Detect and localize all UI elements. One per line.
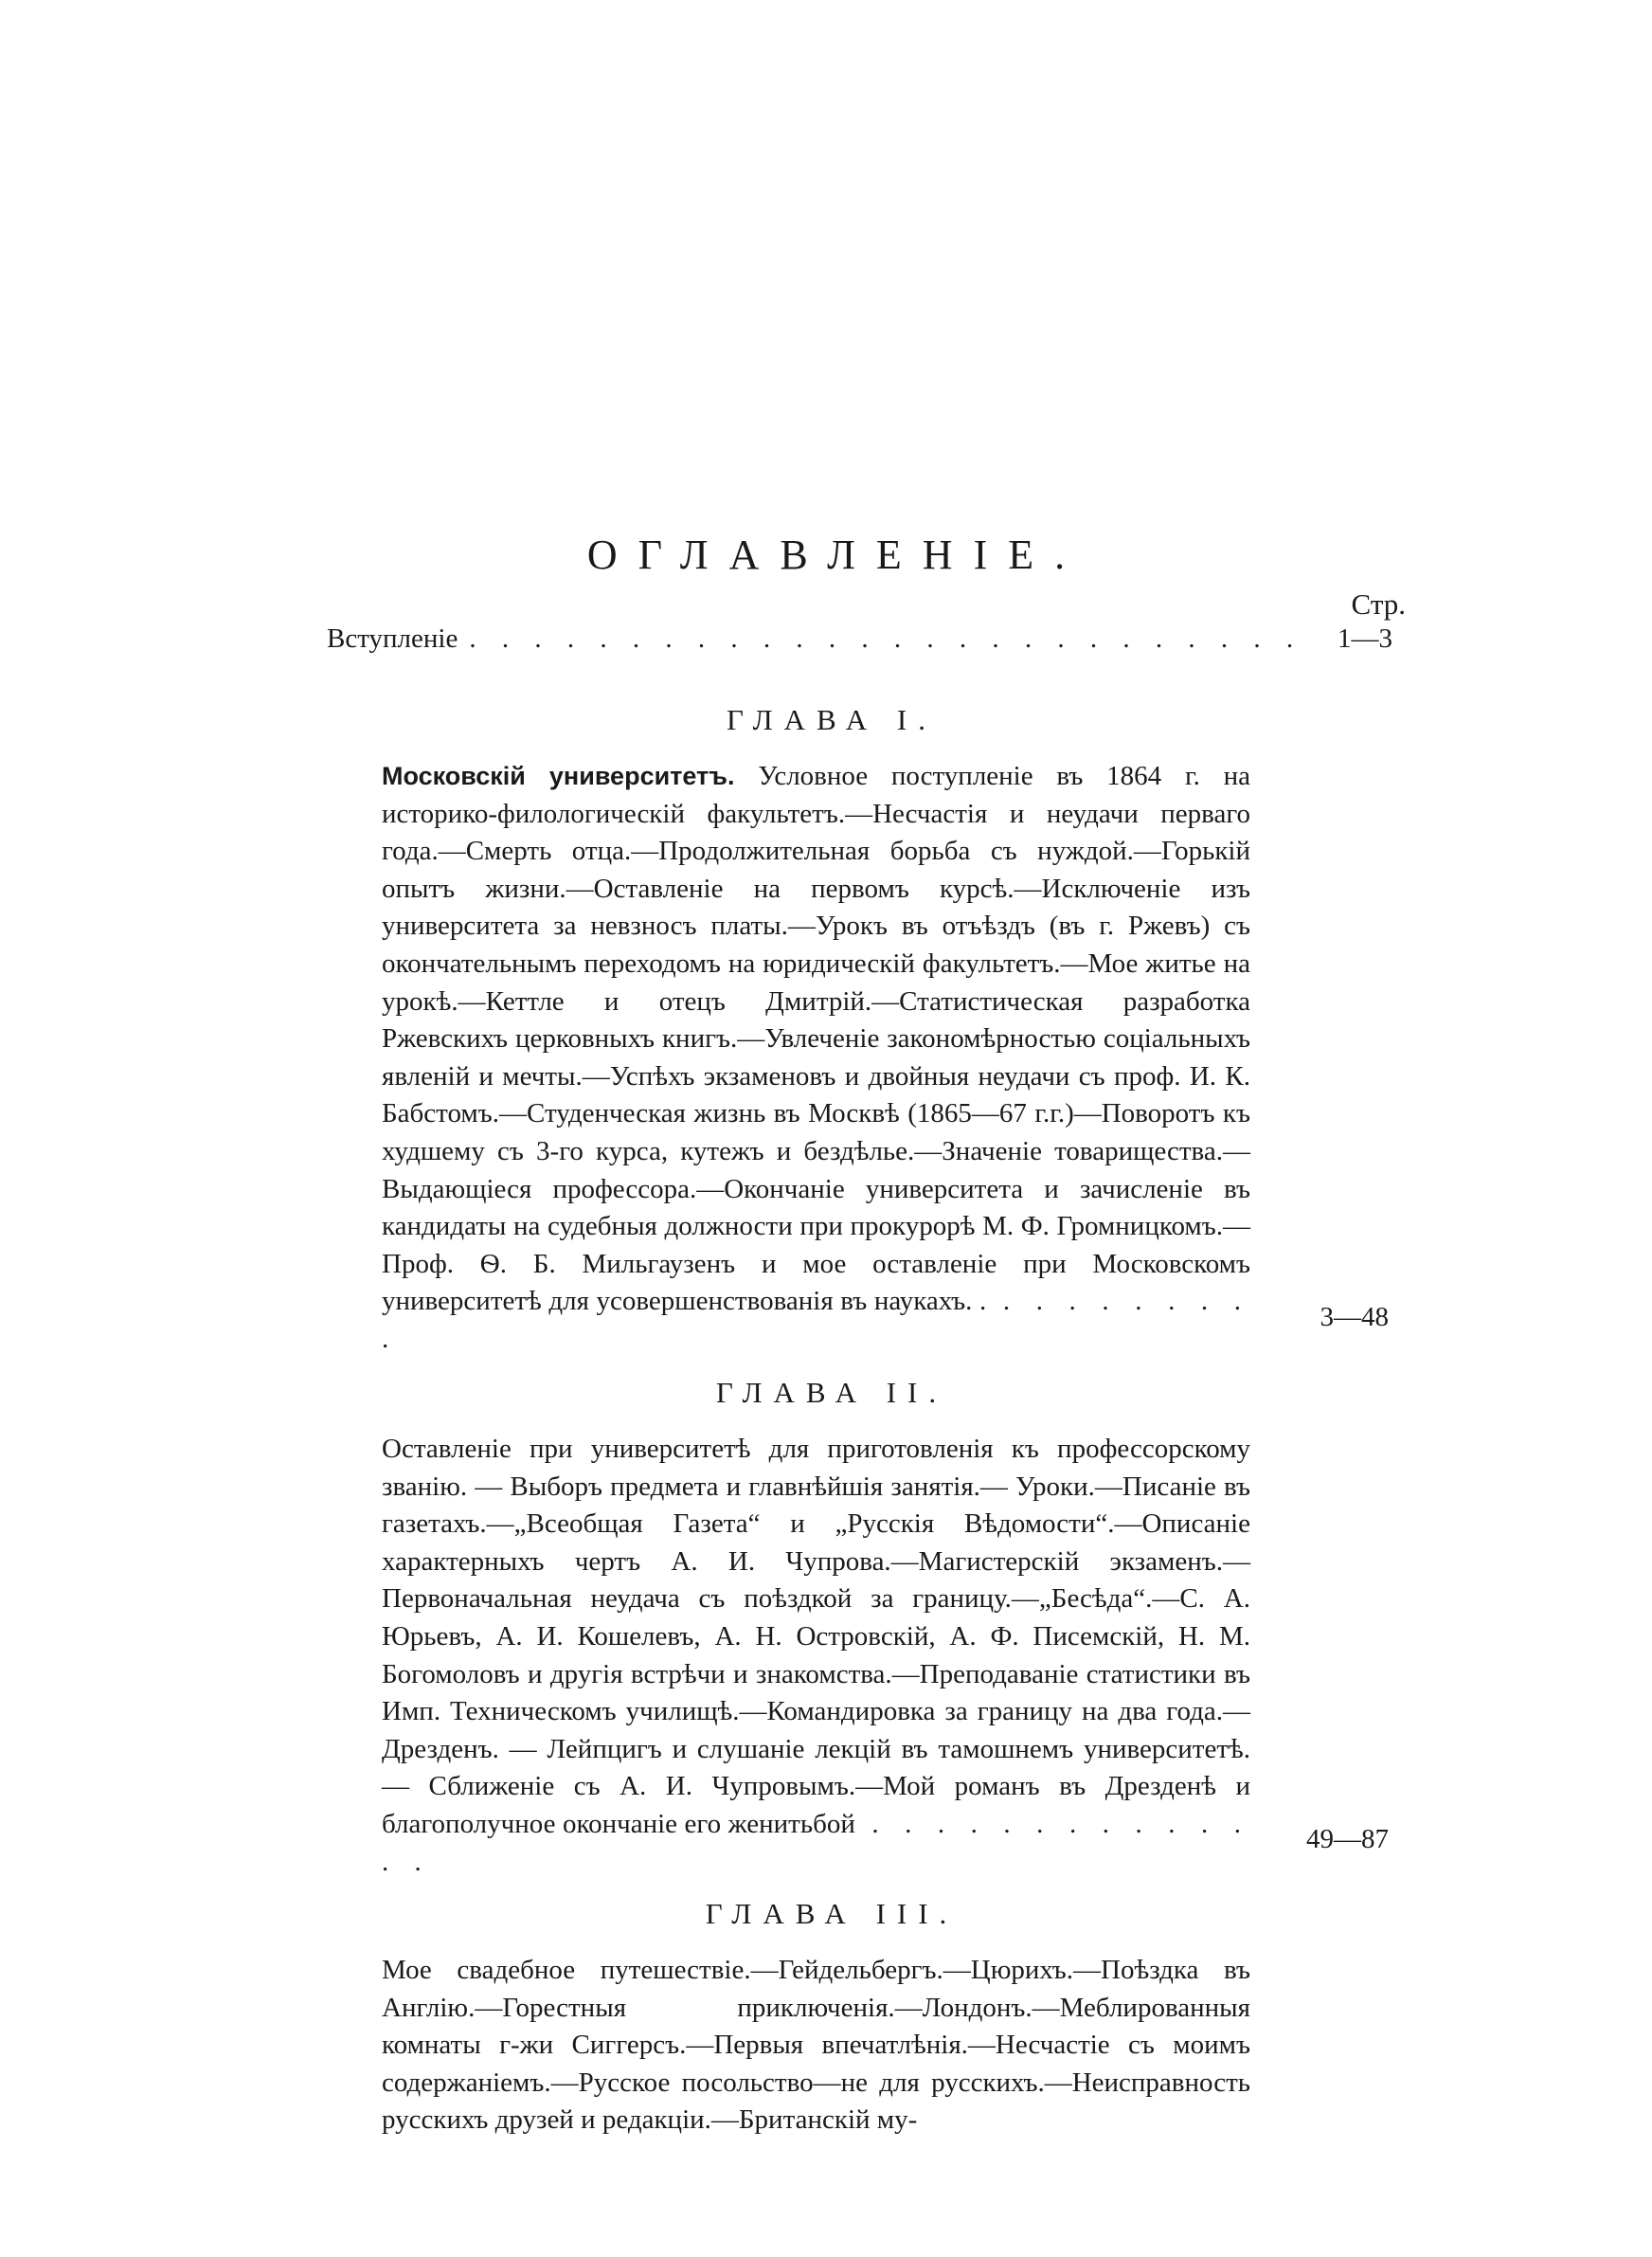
dot-leader: . . . . . . . . .	[382, 1286, 1250, 1354]
chapter-title: Московскій университетъ.	[382, 762, 735, 790]
page-title: ОГЛАВЛЕНІЕ.	[586, 532, 1086, 578]
dot-leader: . . . . . . . . . . . . . .	[382, 1808, 1251, 1877]
toc-entry-intro[interactable]	[327, 623, 1392, 655]
chapter-summary-1[interactable]	[382, 758, 1250, 1359]
chapter-pages-1: 3—48	[1320, 1302, 1389, 1332]
chapter-summary-2[interactable]	[382, 1431, 1250, 1881]
chapter-summary-text: Условное поступленіе въ 1864 г. на историко-филологическій факультетъ.—Несчастія и неудачи перваго года.—Смерть отца.—Продолжительная борьба съ нуждой.—Горькій опытъ жизни.—Оставленіе на первомъ курсѣ.—Исключеніе изъ университета за невзносъ платы.—Урокъ въ отъѣздъ (въ г. Ржевъ) съ окончательнымъ переходомъ на юридическій факультетъ.—Мое житье на урокѣ.—Кеттле и отецъ Дмитрій.—Статистическая разработка Ржевскихъ церковныхъ книгъ.—Увлеченіе закономѣрностью соціальныхъ явленій и мечты.—Успѣхъ экзаменовъ и двойныя неудачи съ проф. И. К. Бабстомъ.—Студенческая жизнь въ Москвѣ (1865—67 г.г.)—Поворотъ къ худшему съ 3-го курса, кутежъ и бездѣлье.—Значеніе товарищества.—Выдающіеся профессора.—Окончаніе университета и зачисленіе въ кандидаты на судебныя должности при прокурорѣ М. Ф. Громницкомъ.—Проф. Ѳ. Б. Мильгаузенъ и мое оставленіе при Московскомъ университетѣ для усовершенствованія въ наукахъ. .	[382, 761, 1251, 1317]
chapter-summary-text: Мое свадебное путешествіе.—Гейдельбергъ.—Цюрихъ.—Поѣздка въ Англію.—Горестныя приключенія.—Лондонъ.—Меблированныя комнаты г-жи Сиггерсъ.—Первыя впечатлѣнія.—Несчастіе съ моимъ содержаніемъ.—Русское посольство—не для русскихъ.—Неисправность русскихъ друзей и редакціи.—Британскій му-	[382, 1955, 1250, 2136]
page-column-header: Стр.	[1351, 587, 1406, 621]
toc-entry-label: Вступленіе	[327, 623, 458, 654]
chapter-pages-2: 49—87	[1306, 1824, 1389, 1854]
chapter-summary-text: Оставленіе при университетѣ для приготовленія къ профессорскому званію. — Выборъ предмета и главнѣйшія занятія.— Уроки.—Писаніе въ газетахъ.—„Всеобщая Газета“ и „Русскія Вѣдомости“.—Описаніе характерныхъ чертъ А. И. Чупрова.—Магистерскій экзаменъ.—Первоначальная неудача съ поѣздкой за границу.—„Бесѣда“.—С. А. Юрьевъ, А. И. Кошелевъ, А. Н. Островскій, А. Ф. Писемскій, Н. М. Богомоловъ и другія встрѣчи и знакомства.—Преподаваніе статистики въ Имп. Техническомъ училищѣ.—Командировка за границу на два года.—Дрезденъ. — Лейпцигъ и слушаніе лекцій въ тамошнемъ университетѣ.— Сближеніе съ А. И. Чупровымъ.—Мой романъ въ Дрезденѣ и благополучное окончаніе его женитьбой	[382, 1434, 1250, 1839]
chapter-heading-2: ГЛАВА II.	[715, 1376, 948, 1409]
chapter-summary-3[interactable]	[382, 1952, 1250, 2140]
chapter-heading-1: ГЛАВА I.	[727, 703, 937, 736]
toc-entry-pages: 1—3	[1338, 623, 1392, 654]
dot-leader: . . . . . . . . . . . . . . . . . . . . . . . . . .	[469, 623, 1303, 654]
chapter-heading-3: ГЛАВА III.	[705, 1897, 959, 1930]
